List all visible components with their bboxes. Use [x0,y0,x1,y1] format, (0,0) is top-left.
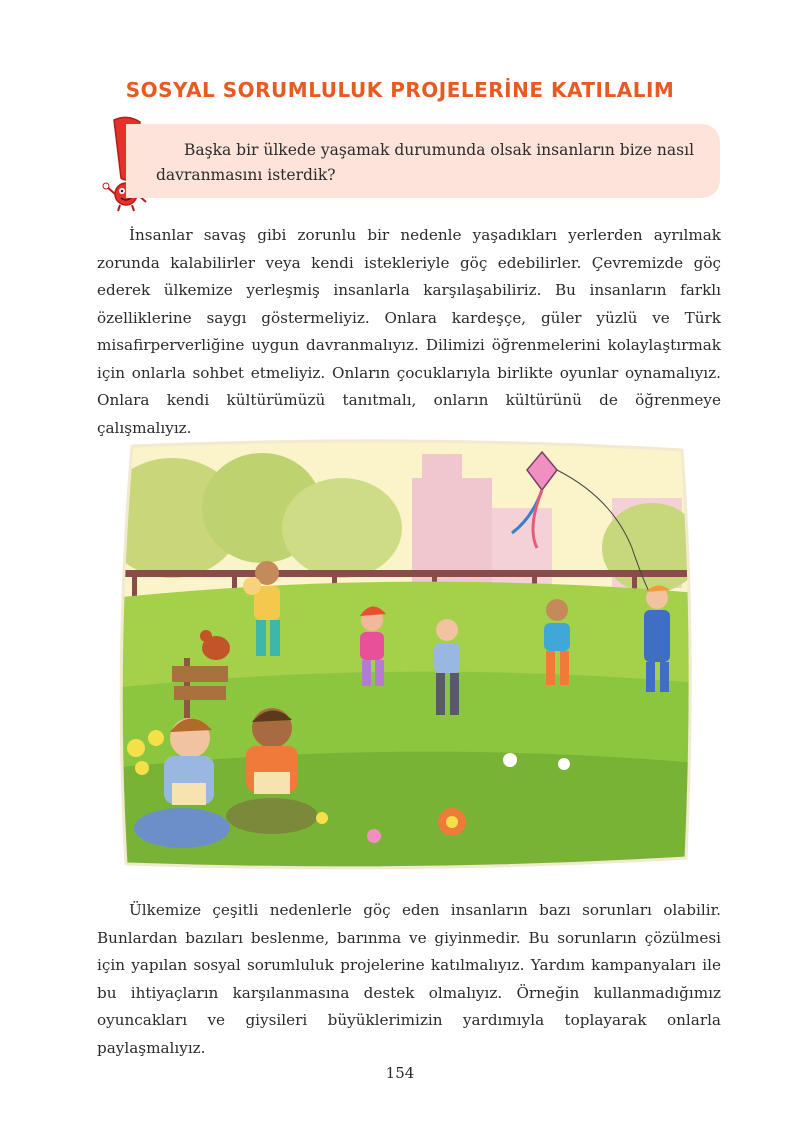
question-callout [126,124,720,198]
children-playing-park-illustration [112,438,698,872]
callout-text: Başka bir ülkede yaşamak durumunda olsak insanların bize nasıl davranmasını isterdik? [156,141,695,184]
paragraph-1: İnsanlar savaş gibi zorunlu bir nedenle yaşadıkları yerlerden ayrılmak zorunda kalabilirler veya kendi istekleriyle göç edebilirler. Çevremizde göç ederek ülkemize yerleşmiş insanlarla karşılaşabiliriz. Bu insanların farklı özelliklerine saygı göstermeliyiz. Onlara kardeşçe, güler yüzlü ve Türk misafirperverliğine uygun davranmalıyız. Dilimizi öğrenmelerini kolaylaştırmak için onlarla sohbet etmeliyiz. Onların çocuklarıyla birlikte oyunlar oynamalıyız. Onlara kendi kültürümüzü tanıtmalı, onların kültürünü de öğrenmeye çalışmalıyız. [97,226,721,437]
page-number: 154 [385,1064,415,1082]
page-title: SOSYAL SORUMLULUK PROJELERİNE KATILALIM [125,78,675,102]
paragraph-2: Ülkemize çeşitli nedenlerle göç eden insanların bazı sorunları olabilir. Bunlardan bazıları beslenme, barınma ve giyinmedir. Bu sorunların çözülmesi için yapılan sosyal sorumluluk projelerine katılmalıyız. Yardım kampanyaları ile bu ihtiyaçların karşılanmasına destek olmalıyız. Örneğin kullanmadığımız oyuncakları ve giysileri büyüklerimizin yardımıyla toplayarak onlarla paylaşmalıyız. [97,901,721,1057]
